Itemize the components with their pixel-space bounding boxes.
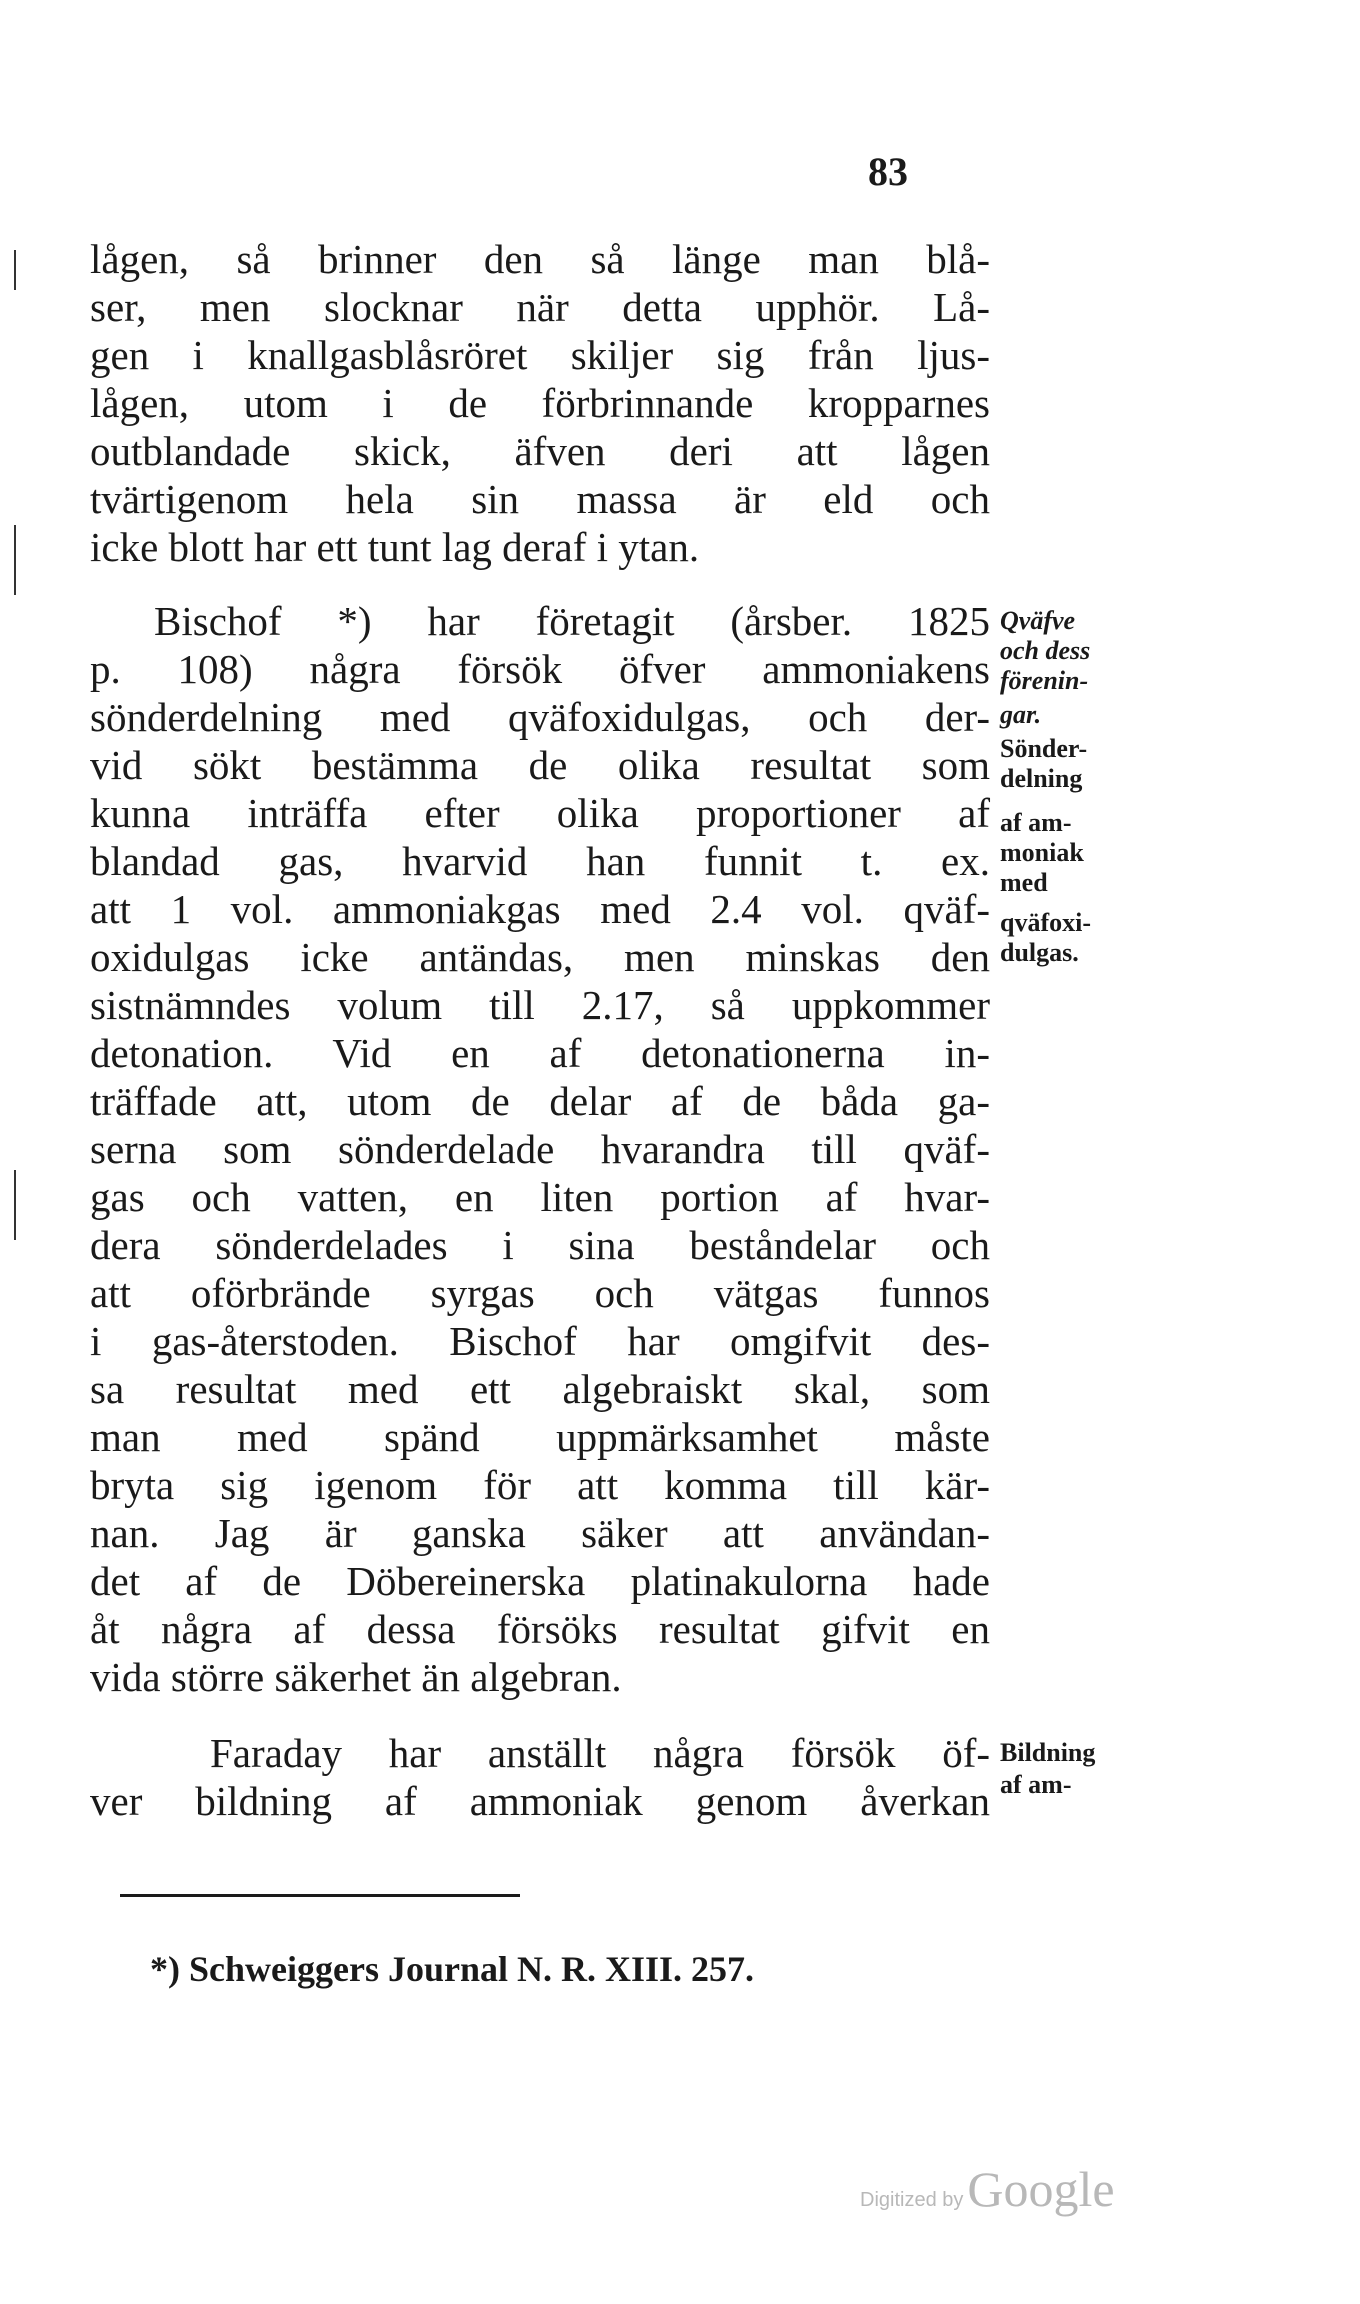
- text-line: dera sönderdelades i sina beståndelar och: [90, 1222, 990, 1268]
- text-line: vid sökt bestämma de olika resultat som: [90, 742, 990, 788]
- text-line: tvärtigenom hela sin massa är eld och: [90, 476, 990, 522]
- margin-note: af am-: [1000, 808, 1072, 837]
- margin-note: moniak: [1000, 838, 1084, 867]
- text-line: gen i knallgasblåsröret skiljer sig från ljus-: [90, 332, 990, 378]
- text-line: p. 108) några försök öfver ammoniakens: [90, 646, 990, 692]
- text-line: sönderdelning med qväfoxidulgas, och der-: [90, 694, 990, 740]
- text-line: serna som sönderdelade hvarandra till qväf-: [90, 1126, 990, 1172]
- margin-note: gar.: [1000, 700, 1042, 729]
- margin-note: qväfoxi-: [1000, 908, 1091, 937]
- text-line: att oförbrände syrgas och vätgas funnos: [90, 1270, 990, 1316]
- text-line: ser, men slocknar när detta upphör. Lå-: [90, 284, 990, 330]
- margin-note: förenin-: [1000, 666, 1089, 695]
- text-line: oxidulgas icke antändas, men minskas den: [90, 934, 990, 980]
- google-logo: Google: [967, 2161, 1115, 2217]
- margin-note: Bildning: [1000, 1738, 1096, 1767]
- text-line: lågen, utom i de förbrinnande kropparnes: [90, 380, 990, 426]
- text-line: blandad gas, hvarvid han funnit t. ex.: [90, 838, 990, 884]
- margin-note: delning: [1000, 764, 1083, 793]
- scan-edge-mark: [14, 250, 16, 290]
- text-line: gas och vatten, en liten portion af hvar-: [90, 1174, 990, 1220]
- text-line: sa resultat med ett algebraiskt skal, som: [90, 1366, 990, 1412]
- footnote: *) Schweiggers Journal N. R. XIII. 257.: [150, 1949, 755, 1989]
- digitized-watermark: [860, 2160, 1115, 2218]
- text-line: man med spänd uppmärksamhet måste: [90, 1414, 990, 1460]
- scan-edge-mark: [14, 1170, 16, 1240]
- text-line: åt några af dessa försöks resultat gifvit en: [90, 1606, 990, 1652]
- margin-note: dulgas.: [1000, 938, 1079, 967]
- text-line: ver bildning af ammoniak genom åverkan: [90, 1778, 990, 1824]
- text-line: detonation. Vid en af detonationerna in-: [90, 1030, 990, 1076]
- footnote-rule: [120, 1894, 520, 1897]
- text-line: nan. Jag är ganska säker att användan-: [90, 1510, 990, 1556]
- text-line: i gas-återstoden. Bischof har omgifvit des-: [90, 1318, 990, 1364]
- text-line: icke blott har ett tunt lag deraf i ytan.: [90, 524, 700, 570]
- page-number: 83: [868, 149, 908, 194]
- text-line: kunna inträffa efter olika proportioner af: [90, 790, 990, 836]
- margin-note: af am-: [1000, 1770, 1072, 1799]
- text-line: sistnämndes volum till 2.17, så uppkommer: [90, 982, 990, 1028]
- text-line: Faraday har anställt några försök öf-: [210, 1730, 990, 1776]
- text-line: lågen, så brinner den så länge man blå-: [90, 236, 990, 282]
- watermark-prefix: Digitized by: [860, 2189, 964, 2211]
- scan-edge-mark: [14, 525, 16, 595]
- text-line: outblandade skick, äfven deri att lågen: [90, 428, 990, 474]
- text-line: träffade att, utom de delar af de båda ga-: [90, 1078, 990, 1124]
- text-line: vida större säkerhet än algebran.: [90, 1654, 622, 1700]
- margin-note: med: [1000, 868, 1048, 897]
- margin-note: Qväfve: [1000, 606, 1076, 635]
- text-line: att 1 vol. ammoniakgas med 2.4 vol. qväf-: [90, 886, 990, 932]
- text-line: bryta sig igenom för att komma till kär-: [90, 1462, 990, 1508]
- margin-note: och dess: [1000, 636, 1091, 665]
- text-line: det af de Döbereinerska platinakulorna hade: [90, 1558, 990, 1604]
- margin-note: Sönder-: [1000, 734, 1088, 763]
- text-line: Bischof *) har företagit (årsber. 1825: [154, 598, 990, 644]
